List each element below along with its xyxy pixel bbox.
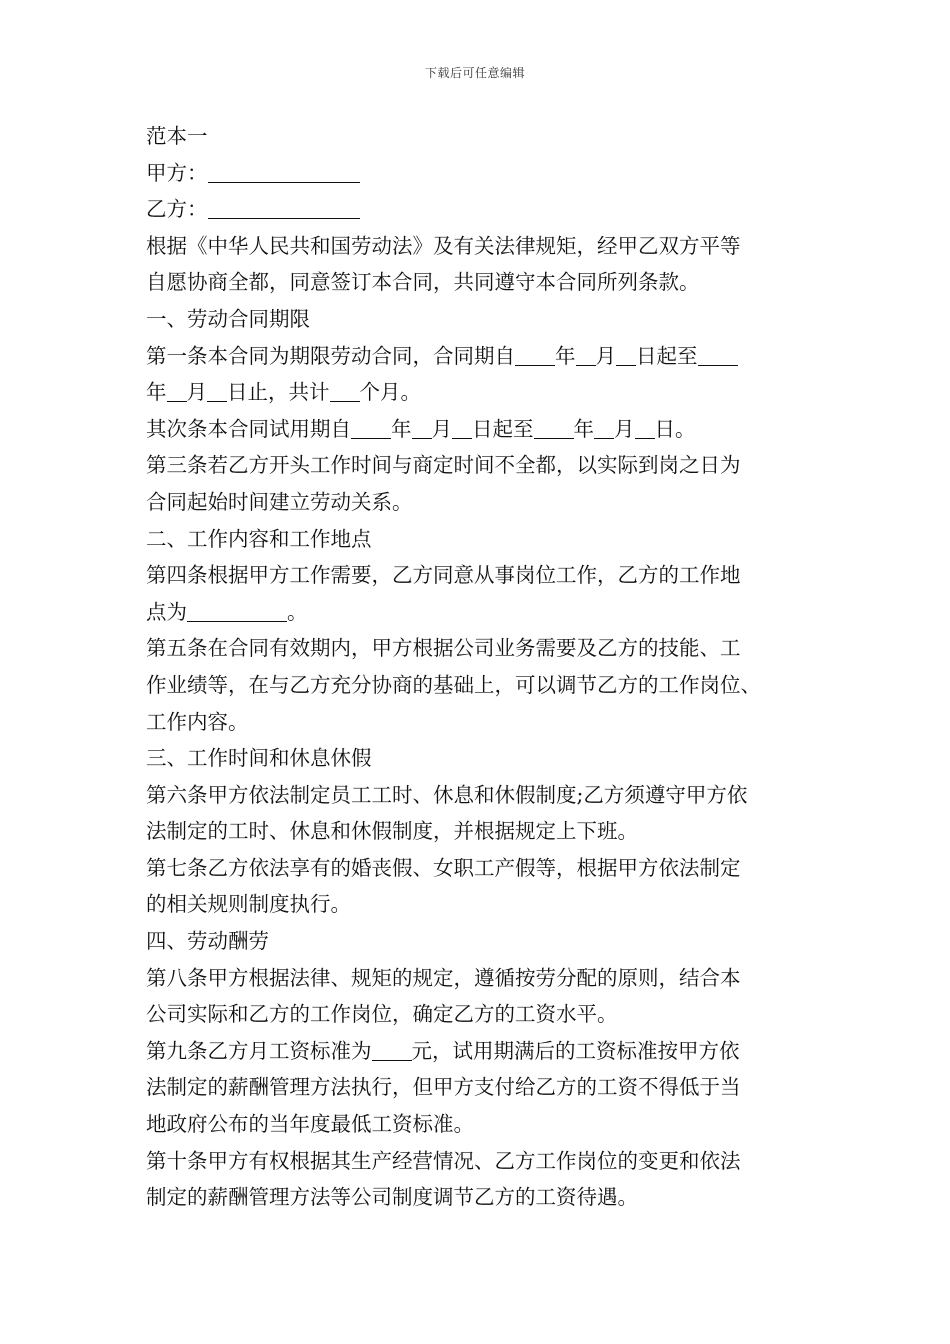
text-segment: 第五条在合同有效期内，甲方根据公司业务需要及乙方的技能、工 xyxy=(146,636,741,661)
text-line xyxy=(146,594,826,631)
text-segment: 年 xyxy=(555,343,576,368)
text-segment: 地政府公布的当年度最低工资标准。 xyxy=(146,1112,474,1137)
text-segment: 四、劳动酬劳 xyxy=(146,929,269,954)
text-segment: 甲方： xyxy=(146,160,208,185)
fill-in-blank xyxy=(207,379,227,402)
text-segment: 月 xyxy=(614,416,635,441)
text-segment: 。 xyxy=(287,599,308,624)
text-line xyxy=(146,1069,826,1106)
text-line xyxy=(146,447,826,484)
text-segment: 根据《中华人民共和国劳动法》及有关法律规矩，经甲乙双方平等 xyxy=(146,233,741,258)
fill-in-blank xyxy=(187,599,287,622)
text-segment: 年 xyxy=(391,416,412,441)
text-segment: 第八条甲方根据法律、规矩的规定，遵循按劳分配的原则，结合本 xyxy=(146,965,741,990)
text-line xyxy=(146,264,826,301)
text-segment: 月 xyxy=(431,416,452,441)
text-segment: 合同起始时间建立劳动关系。 xyxy=(146,489,413,514)
text-segment: 元，试用期满后的工资标准按甲方依 xyxy=(411,1038,740,1063)
fill-in-blank xyxy=(372,1038,412,1061)
text-line xyxy=(146,850,826,887)
text-line xyxy=(146,996,826,1033)
text-segment: 月 xyxy=(595,343,616,368)
text-segment: 工作内容。 xyxy=(146,709,249,734)
text-segment: 第十条甲方有权根据其生产经营情况、乙方工作岗位的变更和依法 xyxy=(146,1148,741,1173)
text-segment: 日起至 xyxy=(472,416,534,441)
contract-body xyxy=(146,118,826,1216)
fill-in-blank xyxy=(616,343,636,366)
text-line xyxy=(146,521,826,558)
fill-in-blank xyxy=(167,379,187,402)
text-segment: 自愿协商全都，同意签订本合同，共同遵守本合同所列条款。 xyxy=(146,270,700,295)
text-segment: 二、工作内容和工作地点 xyxy=(146,526,372,551)
text-segment: 第九条乙方月工资标准为 xyxy=(146,1038,372,1063)
text-line xyxy=(146,1106,826,1143)
text-segment: 作业绩等，在与乙方充分协商的基础上，可以调节乙方的工作岗位、 xyxy=(146,672,761,697)
text-line xyxy=(146,667,826,704)
text-segment: 年 xyxy=(146,380,167,405)
text-line xyxy=(146,374,826,411)
page-header: 下载后可任意编辑 xyxy=(424,66,525,80)
text-line xyxy=(146,118,826,155)
text-segment: 法制定的工时、休息和休假制度，并根据规定上下班。 xyxy=(146,819,638,844)
text-line xyxy=(146,960,826,997)
text-line xyxy=(146,557,826,594)
text-segment: 第六条甲方依法制定员工工时、休息和休假制度;乙方须遵守甲方依 xyxy=(146,782,748,807)
fill-in-blank xyxy=(351,416,391,439)
fill-in-blank xyxy=(635,416,655,439)
fill-in-blank xyxy=(698,343,738,366)
fill-in-blank xyxy=(208,160,360,183)
fill-in-blank xyxy=(452,416,472,439)
text-segment: 第三条若乙方开头工作时间与商定时间不全都，以实际到岗之日为 xyxy=(146,453,741,478)
text-segment: 制定的薪酬管理方法等公司制度调节乙方的工资待遇。 xyxy=(146,1185,638,1210)
fill-in-blank xyxy=(330,379,360,402)
text-line xyxy=(146,630,826,667)
fill-in-blank xyxy=(412,416,432,439)
fill-in-blank xyxy=(515,343,555,366)
text-line xyxy=(146,1143,826,1180)
text-line xyxy=(146,191,826,228)
text-line xyxy=(146,704,826,741)
text-segment: 一、劳动合同期限 xyxy=(146,306,310,331)
text-segment: 乙方： xyxy=(146,197,208,222)
text-line xyxy=(146,228,826,265)
text-line xyxy=(146,813,826,850)
text-segment: 的相关规则制度执行。 xyxy=(146,892,351,917)
text-line xyxy=(146,923,826,960)
text-segment: 第四条根据甲方工作需要，乙方同意从事岗位工作，乙方的工作地 xyxy=(146,563,741,588)
text-segment: 三、工作时间和休息休假 xyxy=(146,746,372,771)
text-line xyxy=(146,777,826,814)
text-line xyxy=(146,484,826,521)
text-segment: 点为 xyxy=(146,599,187,624)
text-segment: 月 xyxy=(186,380,207,405)
fill-in-blank xyxy=(208,196,360,219)
text-line xyxy=(146,301,826,338)
fill-in-blank xyxy=(594,416,614,439)
text-line xyxy=(146,338,826,375)
text-line xyxy=(146,155,826,192)
text-line xyxy=(146,740,826,777)
fill-in-blank xyxy=(576,343,596,366)
fill-in-blank xyxy=(534,416,574,439)
text-segment: 其次条本合同试用期自 xyxy=(146,416,351,441)
text-segment: 日。 xyxy=(654,416,696,441)
text-line xyxy=(146,1033,826,1070)
text-segment: 年 xyxy=(573,416,594,441)
text-segment: 日止，共计 xyxy=(227,380,330,405)
text-line xyxy=(146,1179,826,1216)
text-segment: 个月。 xyxy=(359,380,421,405)
text-segment: 法制定的薪酬管理方法执行，但甲方支付给乙方的工资不得低于当 xyxy=(146,1075,741,1100)
text-segment: 范本一 xyxy=(146,124,208,148)
text-line xyxy=(146,411,826,448)
text-segment: 第七条乙方依法享有的婚丧假、女职工产假等，根据甲方依法制定 xyxy=(146,855,741,880)
text-segment: 公司实际和乙方的工作岗位，确定乙方的工资水平。 xyxy=(146,1002,618,1027)
text-segment: 日起至 xyxy=(636,343,698,368)
text-segment: 第一条本合同为期限劳动合同，合同期自 xyxy=(146,343,515,368)
text-line xyxy=(146,886,826,923)
